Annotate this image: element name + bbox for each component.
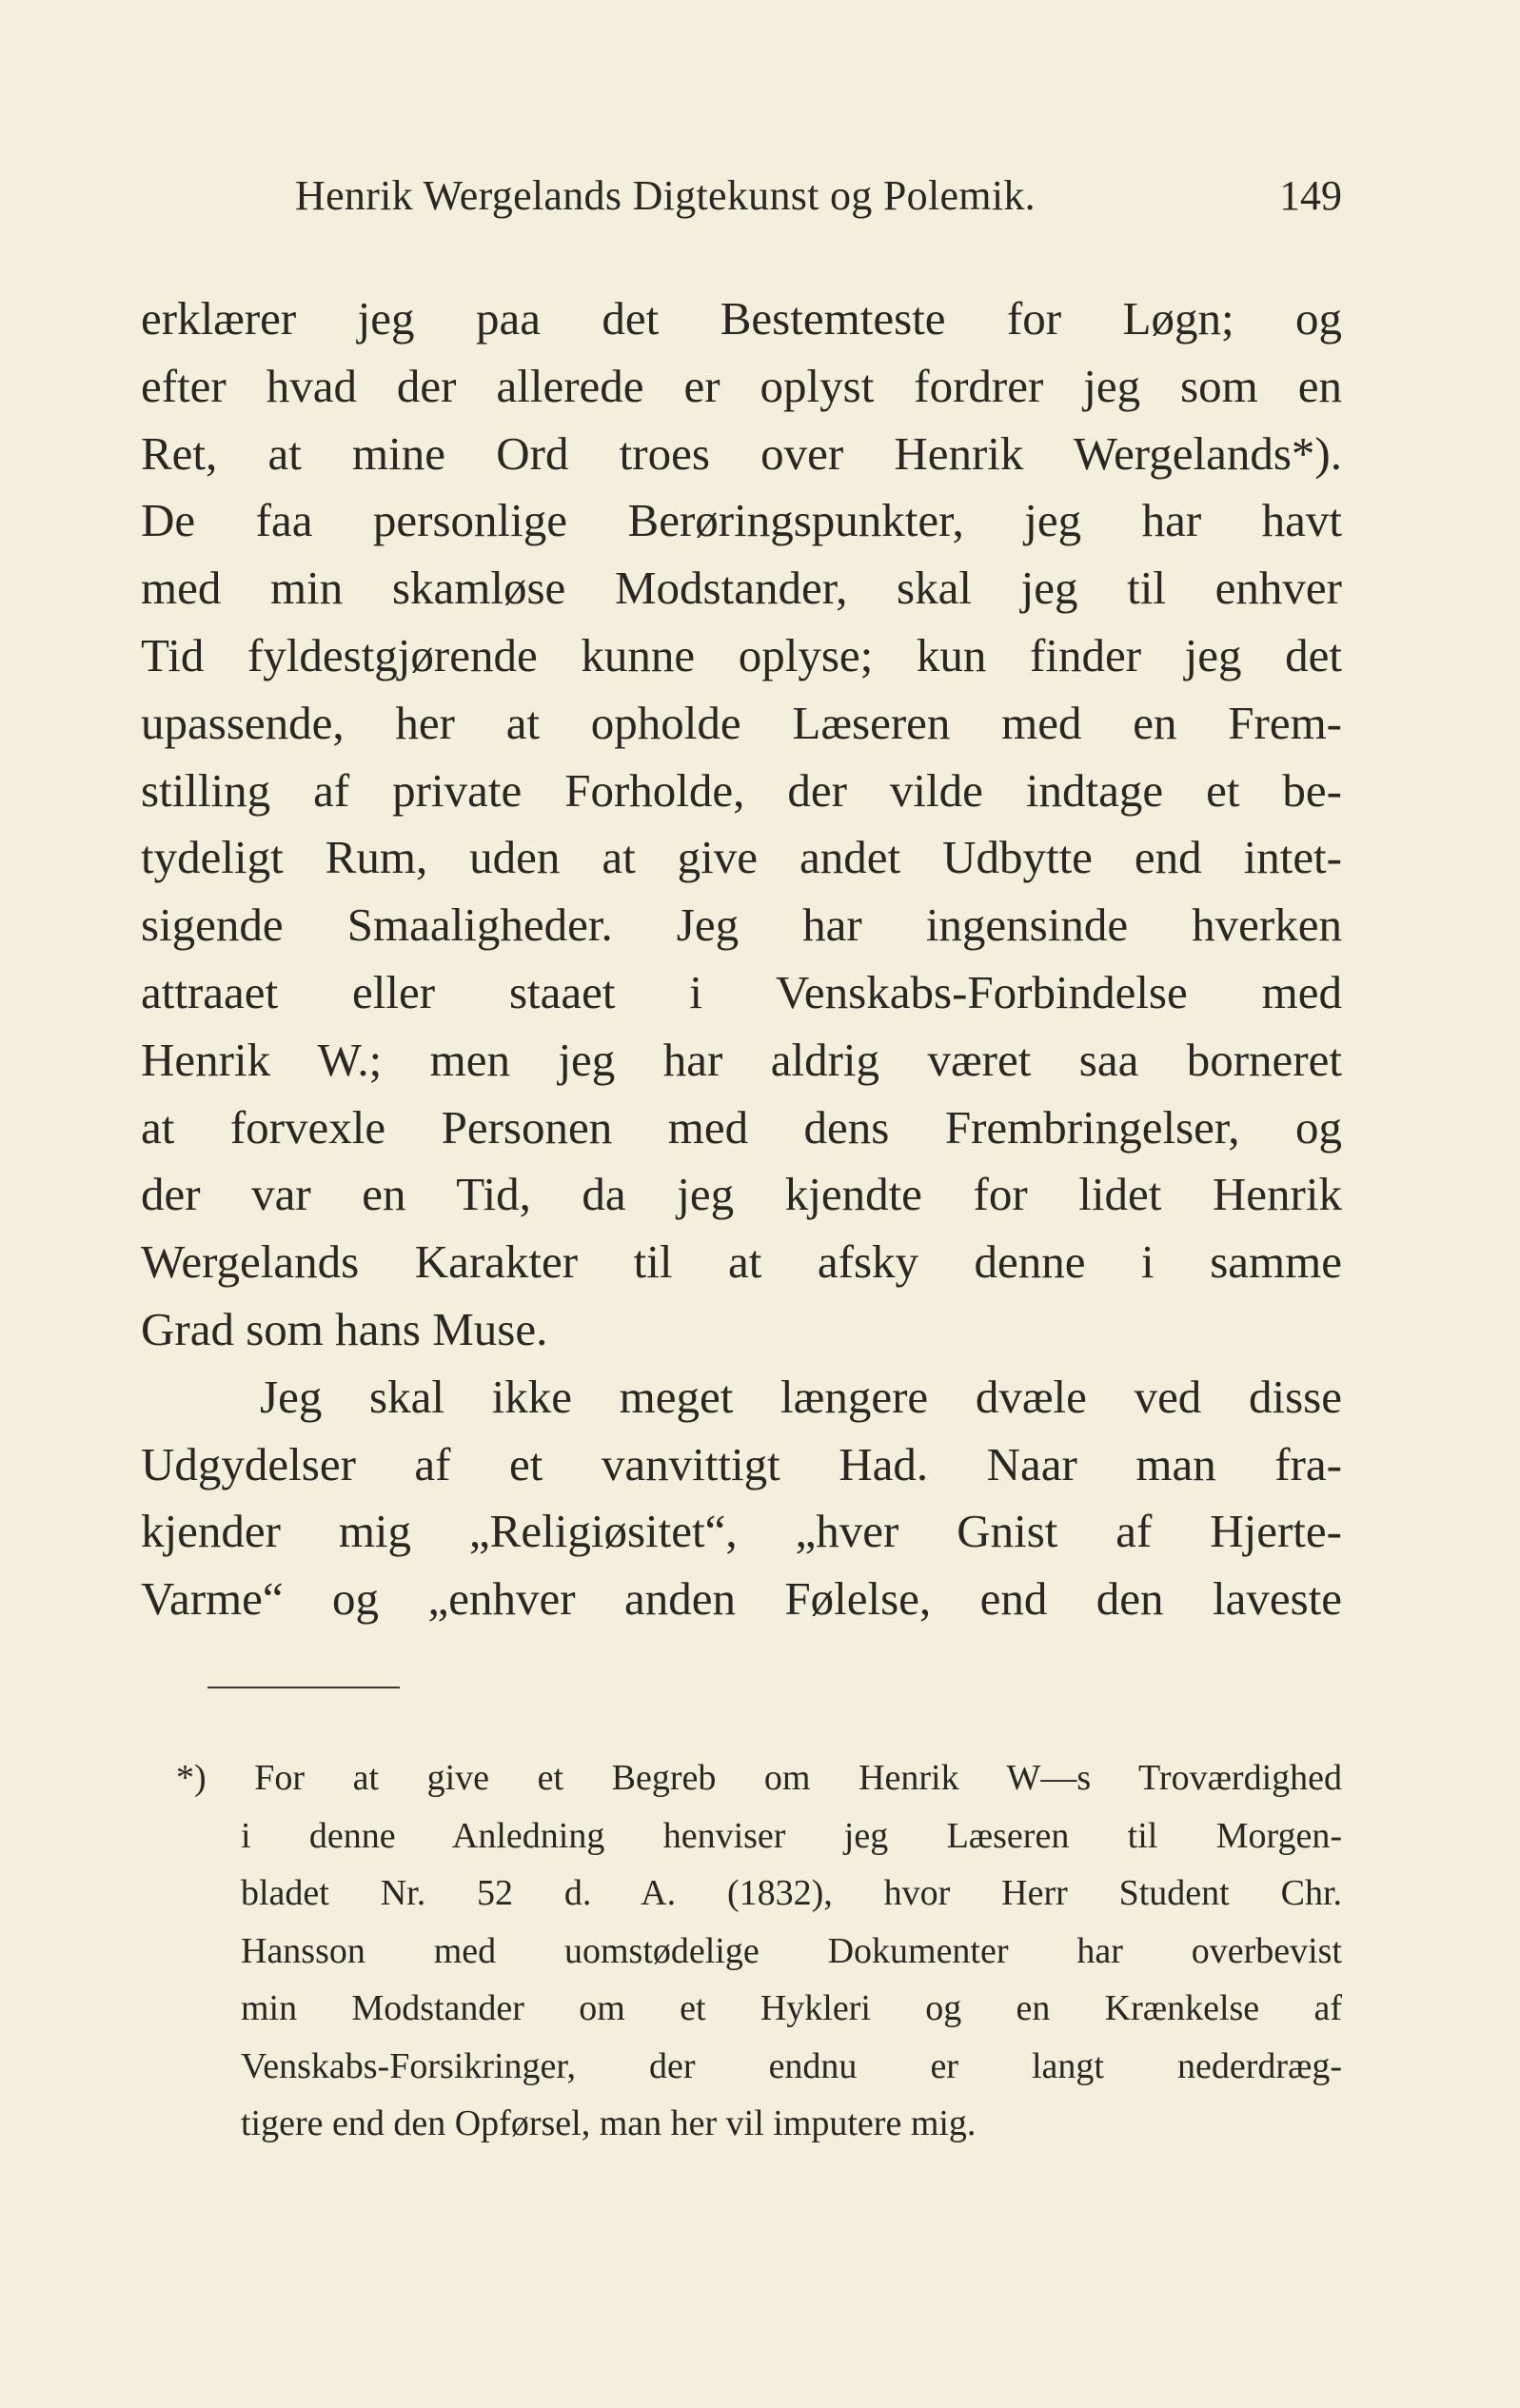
text-line: De faa personlige Berøringspunkter, jeg har havt — [141, 494, 1342, 547]
footnote-line: Venskabs-Forsikringer, der endnu er langt nederdræg- — [241, 2045, 1342, 2086]
text-line: Tid fyldestgjørende kunne oplyse; kun finder jeg det — [141, 628, 1342, 681]
text-line: Wergelands Karakter til at afsky denne i samme — [141, 1235, 1342, 1289]
text-line: stilling af private Forholde, der vilde indtage et be- — [141, 763, 1342, 817]
footnote-line: Hansson med uomstødelige Dokumenter har overbevist — [241, 1930, 1342, 1971]
text-line: Grad som hans Muse. — [141, 1302, 548, 1355]
text-line: efter hvad der allerede er oplyst fordrer jeg som en — [141, 359, 1342, 412]
text-line: Jeg skal ikke meget længere dvæle ved disse — [260, 1370, 1342, 1423]
text-line: Varme“ og „enhver anden Følelse, end den laveste — [141, 1572, 1342, 1626]
footnote-line: min Modstander om et Hykleri og en Krænkelse af — [241, 1988, 1342, 2028]
text-line: der var en Tid, da jeg kjendte for lidet Henrik — [141, 1168, 1342, 1221]
footnote-line: i denne Anledning henviser jeg Læseren til Morgen- — [241, 1815, 1342, 1856]
text-line: kjender mig „Religiøsitet“, „hver Gnist af Hjerte- — [141, 1505, 1342, 1558]
text-line: attraaet eller staaet i Venskabs-Forbindelse med — [141, 965, 1342, 1018]
footnote-line: tigere end den Opførsel, man her vil imputere mig. — [241, 2103, 977, 2143]
footnote-line: *) For at give et Begreb om Henrik W—s Troværdighed — [176, 1758, 1342, 1798]
page-number: 149 — [1279, 172, 1342, 219]
footnote — [176, 1749, 1342, 2153]
text-line: med min skamløse Modstander, skal jeg til enhver — [141, 562, 1342, 615]
text-line: Udgydelser af et vanvittigt Had. Naar man fra- — [141, 1437, 1342, 1490]
running-title: Henrik Wergelands Digtekunst og Polemik. — [295, 172, 1036, 219]
footnote-line: bladet Nr. 52 d. A. (1832), hvor Herr Student Chr. — [241, 1873, 1342, 1913]
text-line: Ret, at mine Ord troes over Henrik Wergelands*). — [141, 426, 1342, 480]
text-line: at forvexle Personen med dens Frembringelser, og — [141, 1100, 1342, 1154]
text-line: erklærer jeg paa det Bestemteste for Løgn; og — [141, 292, 1342, 345]
main-text — [141, 286, 1342, 1633]
text-line: tydeligt Rum, uden at give andet Udbytte end intet- — [141, 831, 1342, 884]
text-line: upassende, her at opholde Læseren med en Frem- — [141, 696, 1342, 749]
page-header — [286, 171, 1352, 228]
text-line: Henrik W.; men jeg har aldrig været saa borneret — [141, 1033, 1342, 1086]
text-line: sigende Smaaligheder. Jeg har ingensinde hverken — [141, 898, 1342, 952]
footnote-divider — [207, 1687, 400, 1688]
